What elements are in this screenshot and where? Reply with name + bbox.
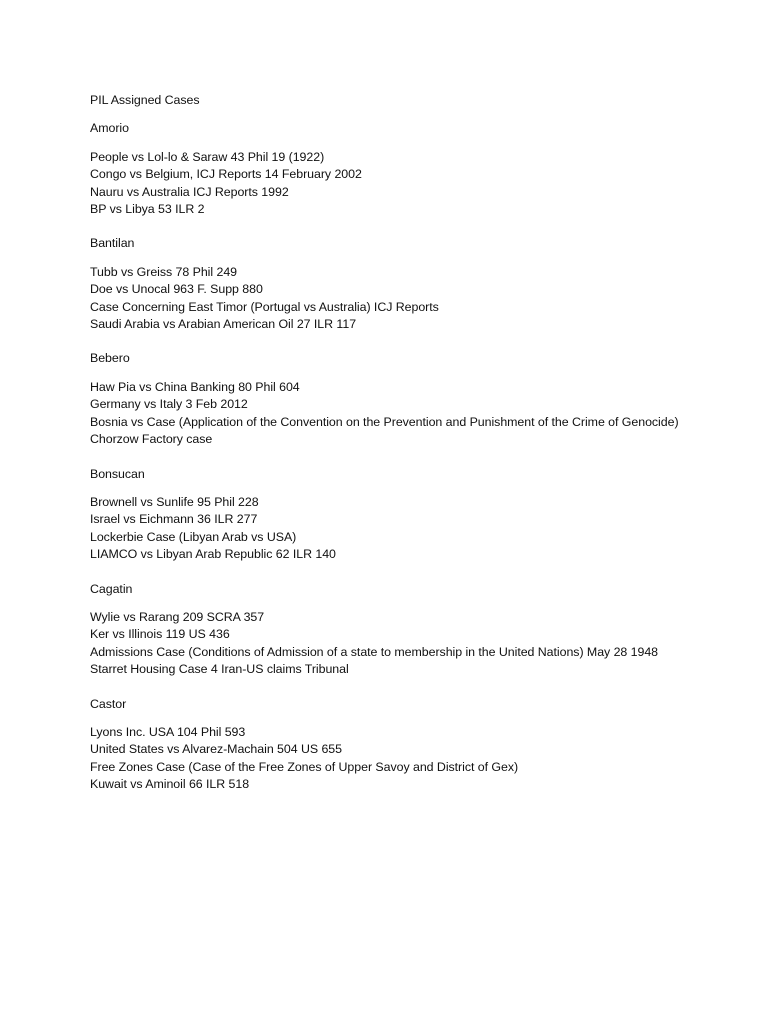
case-list (90, 609, 730, 679)
case-item: Saudi Arabia vs Arabian American Oil 27 ILR 117 (90, 317, 357, 332)
case-item: United States vs Alvarez-Machain 504 US 655 (90, 742, 342, 757)
section-name: Bantilan (90, 236, 135, 251)
section-name: Castor (90, 696, 127, 711)
section-amorio (90, 120, 730, 218)
case-item: Case Concerning East Timor (Portugal vs Australia) ICJ Reports (90, 299, 439, 314)
case-item: Brownell vs Sunlife 95 Phil 228 (90, 494, 259, 509)
case-item: Free Zones Case (Case of the Free Zones of Upper Savoy and District of Gex) (90, 759, 519, 774)
section-bonsucan (90, 466, 730, 564)
section-name: Cagatin (90, 581, 133, 596)
case-item: Ker vs Illinois 119 US 436 (90, 627, 230, 642)
case-list (90, 724, 730, 794)
case-item: Bosnia vs Case (Application of the Convention on the Prevention and Punishment of the Crime of Genocide) (90, 414, 679, 429)
case-item: Wylie vs Rarang 209 SCRA 357 (90, 609, 265, 624)
case-item: BP vs Libya 53 ILR 2 (90, 202, 205, 217)
case-item: Starret Housing Case 4 Iran-US claims Tribunal (90, 662, 349, 677)
case-list (90, 494, 730, 564)
case-item: People vs Lol-lo & Saraw 43 Phil 19 (1922) (90, 149, 325, 164)
case-item: LIAMCO vs Libyan Arab Republic 62 ILR 140 (90, 547, 336, 562)
section-cagatin (90, 581, 730, 679)
section-name: Bonsucan (90, 466, 145, 481)
case-list (90, 149, 730, 219)
case-item: Nauru vs Australia ICJ Reports 1992 (90, 184, 289, 199)
case-item: Germany vs Italy 3 Feb 2012 (90, 397, 248, 412)
case-item: Tubb vs Greiss 78 Phil 249 (90, 264, 238, 279)
section-name: Bebero (90, 351, 130, 366)
case-item: Kuwait vs Aminoil 66 ILR 518 (90, 777, 250, 792)
section-bantilan (90, 235, 730, 333)
case-list (90, 379, 730, 449)
case-item: Congo vs Belgium, ICJ Reports 14 February 2002 (90, 167, 362, 182)
section-castor (90, 696, 730, 794)
document-body (90, 92, 730, 811)
case-item: Chorzow Factory case (90, 432, 213, 447)
case-item: Admissions Case (Conditions of Admission of a state to membership in the United Nations) May 28 1948 (90, 644, 659, 659)
case-item: Haw Pia vs China Banking 80 Phil 604 (90, 379, 300, 394)
document-title: PIL Assigned Cases (90, 93, 200, 107)
case-item: Lockerbie Case (Libyan Arab vs USA) (90, 529, 297, 544)
case-item: Doe vs Unocal 963 F. Supp 880 (90, 282, 263, 297)
section-bebero (90, 350, 730, 448)
section-name: Amorio (90, 121, 129, 136)
case-item: Lyons Inc. USA 104 Phil 593 (90, 724, 246, 739)
case-list (90, 264, 730, 334)
case-item: Israel vs Eichmann 36 ILR 277 (90, 512, 258, 527)
